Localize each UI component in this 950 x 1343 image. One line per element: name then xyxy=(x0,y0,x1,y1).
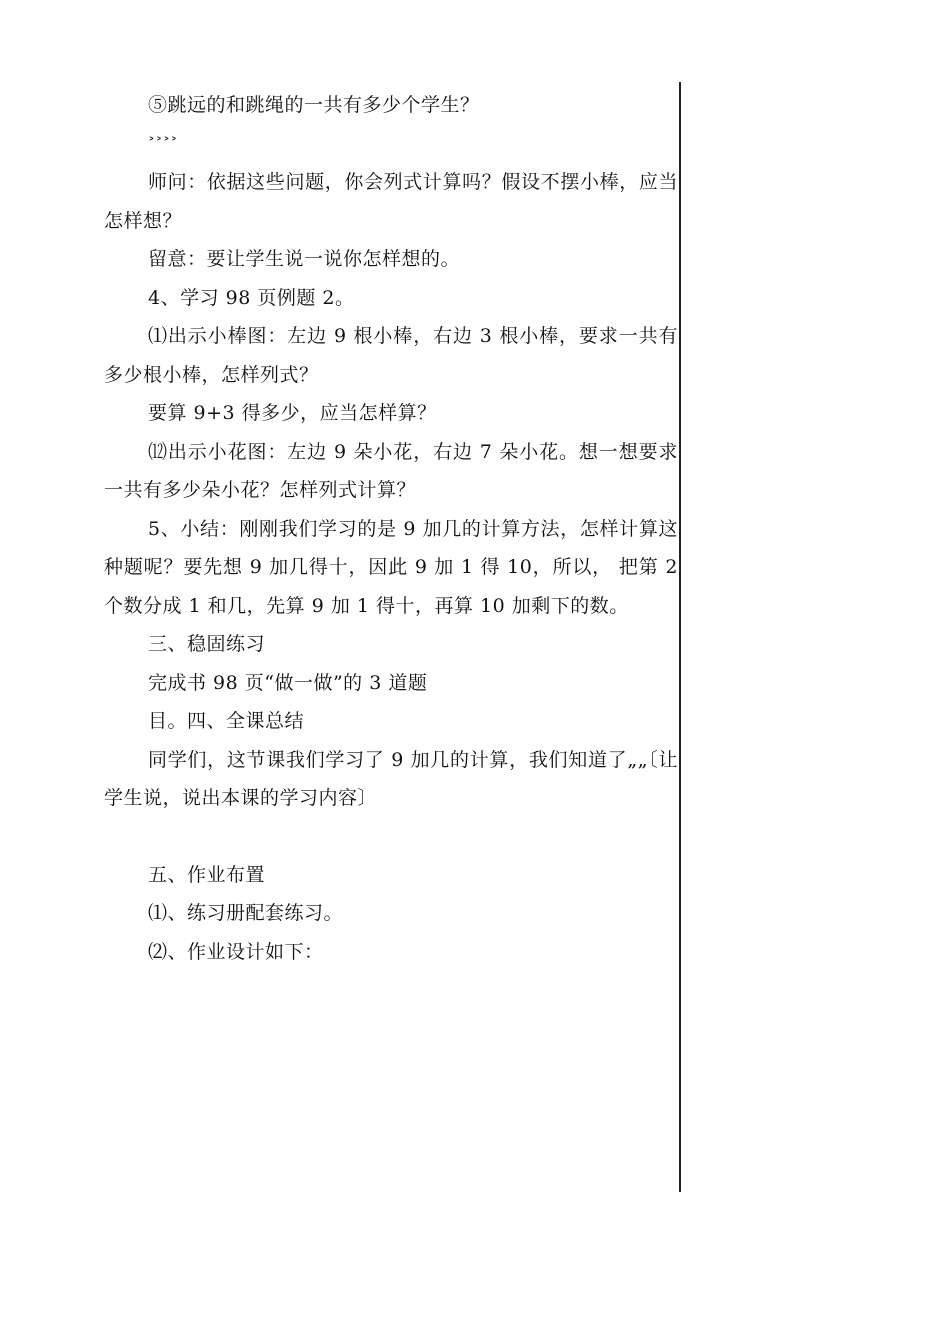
exercise-instruction: 完成书 98 页“做一做”的 3 道题 xyxy=(148,671,428,694)
lesson-content xyxy=(104,86,678,971)
homework-item-one: ⑴、练习册配套练习。 xyxy=(148,902,344,924)
question-five: ⑤跳远的和跳绳的一共有多少个学生？ xyxy=(148,94,480,116)
example-step-one: ⑴出示小棒图：左边 9 根小棒，右边 3 根小棒，要求一共有多少根小棒，怎样列式？ xyxy=(104,325,678,386)
section-learn-example: 4、学习 98 页例题 2。 xyxy=(148,286,355,309)
blank-line xyxy=(104,818,678,856)
lesson-summary-text: 同学们，这节课我们学习了 9 加几的计算，我们知道了„„〔让学生说，说出本课的学习内容〕 xyxy=(104,748,678,809)
attention-note: 留意：要让学生说一说你怎样想的。 xyxy=(148,248,461,270)
summary-paragraph: 5、小结：刚刚我们学习的是 9 加几的计算方法，怎样计算这种题呢？要先想 9 加几得十，因此 9 加 1 得 10，所以， 把第 2 个数分成 1 和几，先算 9 加 1 得十，再算 10 加剩下的数。 xyxy=(104,517,678,617)
example-step-two: ⑿出示小花图：左边 9 朵小花，右边 7 朵小花。想一想要求一共有多少朵小花？怎样列式计算？ xyxy=(104,440,678,501)
section-homework: 五、作业布置 xyxy=(148,863,266,886)
section-consolidation: 三、稳固练习 xyxy=(148,633,266,655)
example-step-one-question: 要算 9+3 得多少，应当怎样算？ xyxy=(148,402,437,424)
table-border-line xyxy=(679,82,681,1192)
ellipsis-marks: ˃˃˃˃ xyxy=(148,135,178,152)
teacher-question: 师问：依据这些问题，你会列式计算吗？假设不摆小棒，应当怎样想？ xyxy=(104,171,678,232)
section-lesson-summary: 目。四、全课总结 xyxy=(148,710,305,732)
homework-item-two: ⑵、作业设计如下： xyxy=(148,940,324,963)
